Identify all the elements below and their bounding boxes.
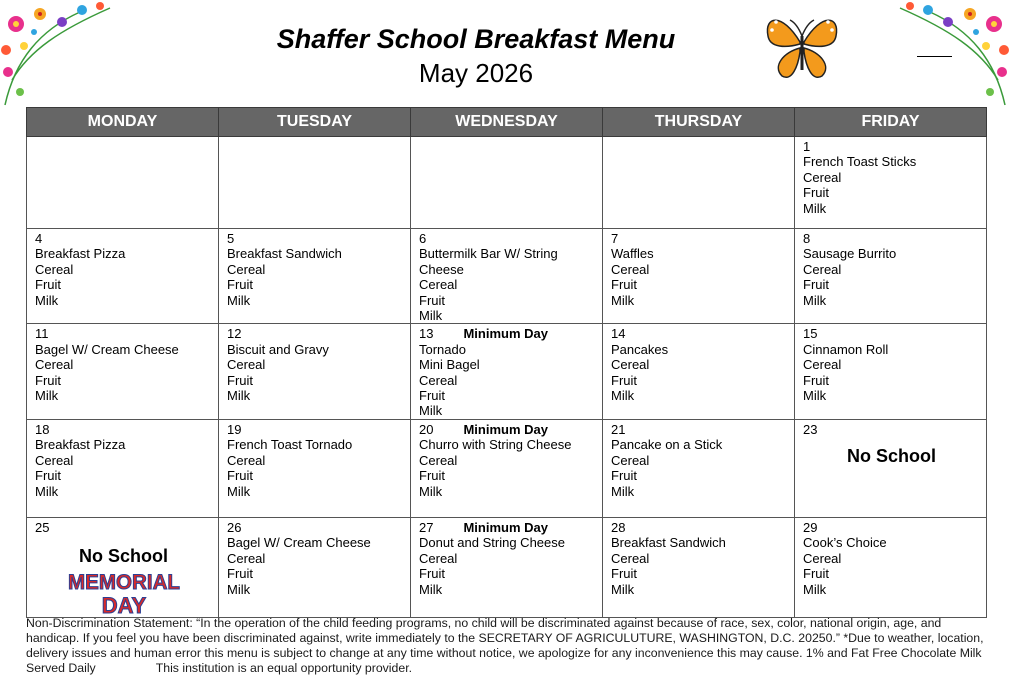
menu-item: Fruit: [803, 372, 829, 388]
day-number: 28: [611, 519, 626, 535]
menu-item: Milk: [803, 388, 827, 404]
day-number-line: [35, 422, 212, 437]
menu-item: Fruit: [419, 388, 445, 404]
day-number: 6: [419, 231, 427, 246]
menu-item: Cereal: [227, 357, 266, 373]
menu-item: Fruit: [227, 566, 253, 582]
day-cell: [795, 324, 987, 419]
day-number: 20: [419, 421, 434, 437]
day-cell: [411, 229, 603, 324]
page-subtitle: May 2026: [418, 58, 534, 88]
header-monday: MONDAY: [27, 108, 219, 137]
menu-item: Fruit: [611, 372, 637, 388]
day-number: 11: [35, 326, 49, 342]
menu-item: French Toast Tornado: [227, 437, 353, 453]
week-row: [27, 137, 987, 229]
menu-item: Bagel W/ Cream Cheese: [227, 535, 371, 551]
day-number: 21: [611, 421, 626, 437]
menu-item: Churro with String Cheese: [419, 437, 572, 453]
week-row: [27, 517, 987, 617]
blank-line: [917, 56, 952, 57]
day-number-line: [611, 520, 788, 535]
day-cell: [411, 419, 603, 517]
menu-item: Milk: [35, 388, 59, 404]
day-number-line: [227, 520, 404, 535]
menu-item: Cereal: [803, 357, 842, 373]
menu-item: Milk: [35, 292, 59, 308]
day-cell: [219, 137, 411, 229]
day-number: 19: [227, 421, 242, 437]
menu-item: Cereal: [803, 550, 842, 566]
day-number: 14: [611, 326, 626, 342]
memorial-word: MEMORIAL: [67, 571, 180, 595]
page-title: Shaffer School Breakfast Menu: [276, 24, 676, 54]
menu-item: Tornado: [419, 341, 466, 357]
menu-item: French Toast Sticks: [803, 154, 917, 170]
day-cell: [411, 517, 603, 617]
day-number-line: [419, 231, 596, 246]
weekday-header-row: [27, 108, 987, 137]
menu-item: Milk: [419, 483, 443, 499]
day-cell: [795, 229, 987, 324]
day-number-line: [611, 422, 788, 437]
menu-item: Cereal: [419, 550, 458, 566]
minimum-day-note: Minimum Day: [463, 519, 548, 535]
menu-item: Cereal: [803, 261, 842, 277]
menu-calendar: [26, 107, 987, 618]
menu-item: Waffles: [611, 246, 654, 262]
menu-item: Biscuit and Gravy: [227, 341, 329, 357]
week-row: [27, 419, 987, 517]
menu-item: Cereal: [611, 261, 650, 277]
flower-border-right-icon: [890, 0, 1010, 110]
week-row: [27, 324, 987, 419]
day-number: 18: [35, 421, 50, 437]
day-number-line: [611, 326, 788, 341]
menu-item: Fruit: [35, 468, 61, 484]
day-cell: [603, 517, 795, 617]
day-cell: [27, 419, 219, 517]
day-number-line: [611, 231, 788, 246]
menu-item: Buttermilk Bar W/ String: [419, 246, 558, 262]
day-cell: [603, 419, 795, 517]
day-cell: [219, 419, 411, 517]
menu-item: Breakfast Sandwich: [227, 246, 342, 262]
day-cell: [219, 517, 411, 617]
menu-item: Milk: [803, 200, 827, 216]
menu-item: Sausage Burrito: [803, 246, 897, 262]
day-cell: [795, 137, 987, 229]
menu-item: Cereal: [611, 452, 650, 468]
menu-item: Cereal: [227, 452, 266, 468]
day-number: 26: [227, 519, 242, 535]
menu-item: Cereal: [227, 550, 266, 566]
menu-item: Milk: [227, 292, 251, 308]
menu-item: Breakfast Sandwich: [611, 535, 726, 551]
day-cell: [603, 229, 795, 324]
menu-item: Milk: [419, 581, 443, 597]
flower-border-left-icon: [0, 0, 120, 110]
day-number-line: [227, 422, 404, 437]
menu-item: Cereal: [35, 357, 74, 373]
menu-item: Cereal: [35, 452, 74, 468]
no-school-label: No School: [847, 446, 936, 467]
menu-item: Milk: [419, 308, 443, 324]
day-cell: [411, 324, 603, 419]
header-friday: FRIDAY: [795, 108, 987, 137]
menu-item: Breakfast Pizza: [35, 437, 126, 453]
day-cell: [795, 517, 987, 617]
menu-item: Fruit: [611, 468, 637, 484]
day-number-line: [419, 422, 596, 437]
menu-item: Fruit: [35, 277, 61, 293]
menu-item: Cook’s Choice: [803, 535, 887, 551]
menu-item: Cereal: [227, 261, 266, 277]
menu-item: Fruit: [803, 566, 829, 582]
day-number-line: [803, 139, 980, 154]
menu-item: Milk: [803, 292, 827, 308]
menu-item: Cheese: [419, 261, 464, 277]
menu-item: Milk: [419, 403, 443, 419]
menu-item: Cereal: [611, 357, 650, 373]
menu-item: Milk: [611, 483, 635, 499]
menu-item: Milk: [35, 483, 59, 499]
day-number: 15: [803, 326, 818, 342]
menu-item: Cinnamon Roll: [803, 341, 889, 357]
menu-item: Fruit: [803, 185, 829, 201]
menu-item: Milk: [611, 292, 635, 308]
day-cell: [27, 229, 219, 324]
menu-item: Milk: [611, 581, 635, 597]
day-number: 12: [227, 326, 242, 342]
menu-item: Cereal: [419, 452, 458, 468]
day-number-line: [419, 326, 596, 341]
day-number: 1: [803, 139, 811, 154]
day-cell: [27, 517, 219, 617]
day-cell: [795, 419, 987, 517]
menu-item: Milk: [227, 388, 251, 404]
menu-item: Breakfast Pizza: [35, 246, 126, 262]
day-number-line: [35, 231, 212, 246]
day-cell: [603, 324, 795, 419]
menu-item: Mini Bagel: [419, 357, 480, 373]
minimum-day-note: Minimum Day: [463, 421, 548, 437]
menu-item: Milk: [611, 388, 635, 404]
menu-item: Cereal: [35, 261, 74, 277]
day-number-line: [803, 520, 980, 535]
menu-item: Fruit: [227, 277, 253, 293]
day-cell: [27, 324, 219, 419]
menu-item: Pancake on a Stick: [611, 437, 723, 453]
menu-item: Pancakes: [611, 341, 669, 357]
day-number-line: [35, 326, 212, 341]
day-number: 13: [419, 326, 434, 342]
menu-item: Milk: [227, 483, 251, 499]
memorial-day-flag-icon: [64, 565, 184, 617]
no-school-label: No School: [79, 546, 168, 567]
day-number: 5: [227, 231, 235, 246]
day-number: 23: [803, 421, 818, 437]
menu-item: Milk: [227, 581, 251, 597]
menu-item: Donut and String Cheese: [419, 535, 565, 551]
menu-item: Fruit: [419, 292, 445, 308]
non-discrimination-statement: Non-Discrimination Statement: “In the operation of the child feeding programs, no child will be discriminated against because of race, sex, color, national origin, age, and handicap. If you feel you have been discriminated against, write immediately to the SECRETARY OF AGRICULUTURE, WASHINGTON, D.C. 20250.” *Due to weather, location, delivery issues and human error this menu is subject to change at any time without notice, we apologize for any inconvenience this may cause. 1% and Fat Free Chocolate Milk Served Daily: [26, 616, 984, 675]
menu-item: Bagel W/ Cream Cheese: [35, 341, 179, 357]
day-cell: [411, 137, 603, 229]
day-number: 27: [419, 519, 434, 535]
header-wednesday: WEDNESDAY: [411, 108, 603, 137]
menu-item: Cereal: [611, 550, 650, 566]
menu-item: Fruit: [611, 277, 637, 293]
day-number: 29: [803, 519, 818, 535]
day-number-line: [227, 326, 404, 341]
menu-item: Cereal: [419, 372, 458, 388]
menu-item: Fruit: [803, 277, 829, 293]
menu-item: Fruit: [227, 468, 253, 484]
day-cell: [219, 229, 411, 324]
menu-item: Fruit: [35, 372, 61, 388]
equal-opportunity-text: This institution is an equal opportunity provider.: [155, 661, 413, 675]
menu-item: Cereal: [419, 277, 458, 293]
day-number: 4: [35, 231, 43, 246]
day-cell: [603, 137, 795, 229]
minimum-day-note: Minimum Day: [463, 326, 548, 342]
day-number-line: [803, 326, 980, 341]
day-number: 7: [611, 231, 619, 246]
menu-item: Milk: [803, 581, 827, 597]
menu-item: Fruit: [419, 468, 445, 484]
menu-item: Fruit: [611, 566, 637, 582]
day-cell: [27, 137, 219, 229]
day-number-line: [35, 520, 212, 535]
day-number: 25: [35, 519, 50, 535]
footer-statement: [26, 616, 986, 676]
day-number-line: [803, 231, 980, 246]
day-number-line: [803, 422, 980, 437]
day-number: 8: [803, 231, 811, 246]
day-word: DAY: [101, 593, 146, 618]
day-number-line: [227, 231, 404, 246]
header-thursday: THURSDAY: [603, 108, 795, 137]
day-cell: [219, 324, 411, 419]
menu-item: Fruit: [227, 372, 253, 388]
week-row: [27, 229, 987, 324]
header-tuesday: TUESDAY: [219, 108, 411, 137]
menu-item: Cereal: [803, 169, 842, 185]
menu-item: Fruit: [419, 566, 445, 582]
day-number-line: [419, 520, 596, 535]
